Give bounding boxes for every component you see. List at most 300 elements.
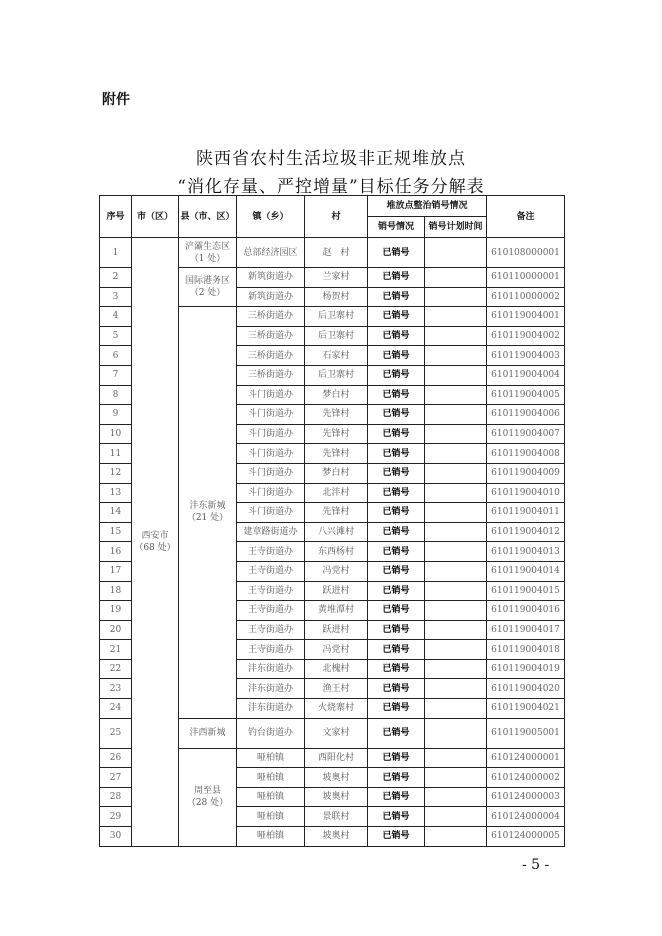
status-cell-text: 已销号 (382, 429, 410, 440)
village-cell (305, 679, 368, 699)
status-cell (368, 444, 425, 464)
seq-cell-text: 20 (109, 624, 122, 635)
town-cell (237, 787, 305, 807)
town-cell-text: 王寺街道办 (247, 585, 293, 596)
town-cell-text: 哑柏镇 (256, 772, 284, 783)
note-cell (487, 620, 565, 640)
seq-cell (100, 307, 132, 327)
note-cell-text: 610124000005 (491, 831, 560, 842)
plan-time-cell (425, 699, 487, 719)
status-cell (368, 346, 425, 366)
seq-cell-text: 7 (112, 370, 119, 381)
seq-cell-text: 23 (109, 683, 122, 694)
note-cell-text: 610124000004 (491, 811, 560, 822)
status-cell-text: 已销号 (382, 624, 410, 635)
county-count: （28 处） (186, 798, 229, 809)
town-cell-text: 三桥街道办 (247, 370, 293, 381)
village-cell-text: 北槐村 (322, 664, 350, 675)
village-cell-text: 跃进村 (322, 585, 350, 596)
town-cell (237, 768, 305, 788)
plan-time-cell (425, 620, 487, 640)
status-cell (368, 561, 425, 581)
seq-cell-text: 3 (112, 291, 119, 302)
town-cell (237, 385, 305, 405)
village-cell-text: 梦白村 (322, 468, 350, 479)
status-cell-text: 已销号 (382, 448, 410, 459)
status-cell-text: 已销号 (382, 409, 410, 420)
village-cell (305, 385, 368, 405)
status-cell-text: 已销号 (382, 664, 410, 675)
seq-cell-text: 29 (109, 811, 122, 822)
town-cell-text: 斗门街道办 (247, 468, 293, 479)
note-cell-text: 610119004013 (491, 546, 560, 557)
status-cell (368, 581, 425, 601)
status-cell (368, 679, 425, 699)
county-cell (179, 238, 237, 268)
town-cell (237, 748, 305, 768)
note-cell (487, 601, 565, 621)
note-cell-text: 610119004018 (491, 644, 560, 655)
village-cell-text: 景联村 (322, 811, 350, 822)
town-cell (237, 807, 305, 827)
village-cell-text: 赵 村 (322, 247, 350, 258)
seq-cell-text: 11 (109, 448, 122, 459)
village-cell (305, 287, 368, 307)
town-cell (237, 444, 305, 464)
status-cell-text: 已销号 (382, 331, 410, 342)
town-cell-text: 斗门街道办 (247, 448, 293, 459)
village-cell-text: 火烧寨村 (317, 703, 354, 714)
note-cell-text: 610119004007 (491, 429, 560, 440)
plan-time-cell (425, 787, 487, 807)
note-cell-text: 610124000003 (491, 792, 560, 803)
village-cell-text: 石家村 (322, 350, 350, 361)
note-cell-text: 610119004017 (491, 624, 560, 635)
town-cell (237, 640, 305, 660)
town-cell-text: 沣东街道办 (247, 683, 293, 694)
note-cell (487, 365, 565, 385)
seq-cell (100, 522, 132, 542)
seq-cell-text: 2 (112, 272, 119, 283)
note-cell-text: 610108000001 (491, 247, 560, 258)
town-cell-text: 斗门街道办 (247, 409, 293, 420)
plan-time-cell (425, 287, 487, 307)
village-cell-text: 东西杨村 (317, 546, 354, 557)
seq-cell (100, 503, 132, 523)
note-cell (487, 699, 565, 719)
town-cell (237, 424, 305, 444)
village-cell (305, 620, 368, 640)
seq-cell-text: 16 (109, 546, 122, 557)
status-cell (368, 807, 425, 827)
header-town: 镇（乡） (237, 196, 305, 238)
seq-cell-text: 14 (109, 507, 122, 518)
seq-cell (100, 659, 132, 679)
village-cell-text: 文家村 (322, 728, 350, 739)
plan-time-cell (425, 307, 487, 327)
city-count: （68 处） (134, 542, 176, 553)
note-cell (487, 483, 565, 503)
note-cell (487, 787, 565, 807)
status-cell-text: 已销号 (382, 683, 410, 694)
status-cell (368, 718, 425, 748)
status-cell (368, 503, 425, 523)
town-cell-text: 斗门街道办 (247, 389, 293, 400)
village-cell-text: 先锋村 (322, 507, 350, 518)
note-cell (487, 581, 565, 601)
status-cell-text: 已销号 (382, 752, 410, 763)
seq-cell (100, 768, 132, 788)
seq-cell (100, 807, 132, 827)
seq-cell (100, 601, 132, 621)
town-cell (237, 542, 305, 562)
status-cell-text: 已销号 (382, 311, 410, 322)
seq-cell-text: 6 (112, 350, 119, 361)
seq-cell (100, 385, 132, 405)
town-cell (237, 307, 305, 327)
status-cell-text: 已销号 (382, 605, 410, 616)
plan-time-cell (425, 679, 487, 699)
status-cell (368, 522, 425, 542)
county-name: 浐灞生态区 (184, 241, 230, 252)
village-cell (305, 365, 368, 385)
status-cell (368, 768, 425, 788)
village-cell (305, 405, 368, 425)
status-cell (368, 601, 425, 621)
note-cell (487, 405, 565, 425)
plan-time-cell (425, 522, 487, 542)
status-cell (368, 640, 425, 660)
status-cell-text: 已销号 (382, 527, 410, 538)
note-cell (487, 268, 565, 288)
seq-cell (100, 424, 132, 444)
town-cell-text: 沣东街道办 (247, 664, 293, 675)
town-cell-text: 哑柏镇 (256, 792, 284, 803)
note-cell-text: 610119005001 (491, 728, 560, 739)
plan-time-cell (425, 659, 487, 679)
seq-cell-text: 15 (109, 527, 122, 538)
village-cell (305, 346, 368, 366)
status-cell-text: 已销号 (382, 370, 410, 381)
header-rectification-group: 堆放点整治销号情况 (368, 196, 487, 217)
note-cell-text: 610119004016 (491, 605, 560, 616)
status-cell (368, 268, 425, 288)
village-cell-text: 后卫寨村 (317, 311, 354, 322)
county-cell (179, 307, 237, 718)
plan-time-cell (425, 748, 487, 768)
seq-cell-text: 4 (112, 311, 119, 322)
status-cell-text: 已销号 (382, 792, 410, 803)
plan-time-cell (425, 463, 487, 483)
town-cell-text: 新筑街道办 (247, 291, 293, 302)
village-cell-text: 跃进村 (322, 624, 350, 635)
note-cell-text: 610119004014 (491, 566, 560, 577)
town-cell-text: 三桥街道办 (247, 331, 293, 342)
county-count: （2 处） (189, 288, 226, 299)
town-cell-text: 沣东街道办 (247, 703, 293, 714)
status-cell (368, 405, 425, 425)
status-cell-text: 已销号 (382, 566, 410, 577)
status-cell-text: 已销号 (382, 507, 410, 518)
plan-time-cell (425, 365, 487, 385)
status-cell-text: 已销号 (382, 272, 410, 283)
seq-cell (100, 287, 132, 307)
status-cell-text: 已销号 (382, 831, 410, 842)
town-cell (237, 503, 305, 523)
status-cell (368, 238, 425, 268)
seq-cell (100, 581, 132, 601)
plan-time-cell (425, 807, 487, 827)
seq-cell (100, 326, 132, 346)
seq-cell-text: 19 (109, 605, 122, 616)
note-cell (487, 659, 565, 679)
status-cell-text: 已销号 (382, 487, 410, 498)
village-cell-text: 坡奥村 (322, 792, 350, 803)
note-cell-text: 610119004012 (491, 527, 560, 538)
village-cell (305, 748, 368, 768)
note-cell-text: 610119004005 (491, 389, 560, 400)
village-cell (305, 827, 368, 847)
note-cell-text: 610119004006 (491, 409, 560, 420)
village-cell-text: 兰家村 (322, 272, 350, 283)
seq-cell (100, 463, 132, 483)
seq-cell-text: 17 (109, 566, 122, 577)
seq-cell (100, 640, 132, 660)
seq-cell-text: 27 (109, 772, 122, 783)
status-cell-text: 已销号 (382, 703, 410, 714)
seq-cell-text: 12 (109, 468, 122, 479)
village-cell (305, 463, 368, 483)
note-cell (487, 307, 565, 327)
town-cell-text: 新筑街道办 (247, 272, 293, 283)
town-cell (237, 827, 305, 847)
village-cell-text: 后卫寨村 (317, 331, 354, 342)
town-cell-text: 王寺街道办 (247, 644, 293, 655)
seq-cell (100, 238, 132, 268)
header-plan-time: 销号计划时间 (425, 217, 487, 238)
note-cell-text: 610119004011 (491, 507, 560, 518)
status-cell-text: 已销号 (382, 585, 410, 596)
village-cell (305, 444, 368, 464)
village-cell-text: 西阳化村 (317, 752, 354, 763)
plan-time-cell (425, 581, 487, 601)
town-cell-text: 斗门街道办 (247, 507, 293, 518)
seq-cell-text: 22 (109, 664, 122, 675)
seq-cell-text: 24 (109, 703, 122, 714)
plan-time-cell (425, 326, 487, 346)
note-cell (487, 463, 565, 483)
village-cell (305, 268, 368, 288)
plan-time-cell (425, 640, 487, 660)
town-cell-text: 王寺街道办 (247, 624, 293, 635)
village-cell (305, 522, 368, 542)
village-cell (305, 718, 368, 748)
note-cell (487, 718, 565, 748)
seq-cell-text: 9 (112, 409, 119, 420)
town-cell-text: 建章路街道办 (243, 527, 298, 538)
town-cell (237, 346, 305, 366)
seq-cell (100, 483, 132, 503)
seq-cell (100, 699, 132, 719)
seq-cell (100, 718, 132, 748)
page-number: - 5 - (522, 857, 550, 873)
status-cell-text: 已销号 (382, 644, 410, 655)
village-cell (305, 659, 368, 679)
village-cell-text: 冯党村 (322, 566, 350, 577)
seq-cell-text: 25 (109, 728, 122, 739)
status-cell-text: 已销号 (382, 546, 410, 557)
seq-cell-text: 21 (109, 644, 122, 655)
county-name: 沣东新城 (189, 501, 226, 512)
seq-cell (100, 268, 132, 288)
note-cell-text: 610119004001 (491, 311, 560, 322)
town-cell (237, 483, 305, 503)
town-cell-text: 哑柏镇 (256, 811, 284, 822)
status-cell (368, 424, 425, 444)
note-cell (487, 640, 565, 660)
seq-cell-text: 28 (109, 792, 122, 803)
plan-time-cell (425, 601, 487, 621)
town-cell-text: 哑柏镇 (256, 752, 284, 763)
header-village: 村 (305, 196, 368, 238)
town-cell-text: 哑柏镇 (256, 831, 284, 842)
village-cell (305, 640, 368, 660)
status-cell (368, 287, 425, 307)
village-cell (305, 326, 368, 346)
county-name: 沣西新城 (189, 728, 226, 739)
note-cell-text: 610119004002 (491, 331, 560, 342)
town-cell (237, 405, 305, 425)
village-cell-text: 渔王村 (322, 683, 350, 694)
plan-time-cell (425, 768, 487, 788)
status-cell (368, 307, 425, 327)
note-cell (487, 522, 565, 542)
note-cell (487, 679, 565, 699)
plan-time-cell (425, 542, 487, 562)
town-cell (237, 679, 305, 699)
note-cell-text: 610124000002 (491, 772, 560, 783)
village-cell-text: 先锋村 (322, 429, 350, 440)
village-cell (305, 561, 368, 581)
village-cell-text: 梦白村 (322, 389, 350, 400)
note-cell-text: 610119004019 (491, 664, 560, 675)
status-cell-text: 已销号 (382, 350, 410, 361)
town-cell-text: 王寺街道办 (247, 605, 293, 616)
village-cell (305, 542, 368, 562)
village-cell (305, 601, 368, 621)
note-cell (487, 385, 565, 405)
town-cell-text: 钓台街道办 (247, 728, 293, 739)
header-status: 销号情况 (368, 217, 425, 238)
header-seq: 序号 (100, 196, 132, 238)
town-cell (237, 699, 305, 719)
note-cell-text: 610119004010 (491, 487, 560, 498)
plan-time-cell (425, 718, 487, 748)
status-cell-text: 已销号 (382, 468, 410, 479)
table-row (100, 238, 565, 268)
document-title-line1: 陕西省农村生活垃圾非正规堆放点 (196, 149, 466, 169)
village-cell (305, 238, 368, 268)
seq-cell (100, 346, 132, 366)
seq-cell (100, 405, 132, 425)
town-cell (237, 620, 305, 640)
town-cell (237, 268, 305, 288)
note-cell (487, 444, 565, 464)
table-body (100, 238, 565, 847)
plan-time-cell (425, 424, 487, 444)
village-cell-text: 坡奥村 (322, 831, 350, 842)
village-cell-text: 先锋村 (322, 409, 350, 420)
status-cell-text: 已销号 (382, 811, 410, 822)
village-cell (305, 424, 368, 444)
town-cell-text: 王寺街道办 (247, 566, 293, 577)
village-cell (305, 483, 368, 503)
village-cell-text: 杨贺村 (322, 291, 350, 302)
note-cell (487, 346, 565, 366)
county-cell (179, 748, 237, 846)
county-cell (179, 718, 237, 748)
seq-cell (100, 748, 132, 768)
county-count: （1 处） (189, 253, 226, 264)
note-cell-text: 610124000001 (491, 752, 560, 763)
plan-time-cell (425, 268, 487, 288)
note-cell (487, 287, 565, 307)
plan-time-cell (425, 238, 487, 268)
note-cell-text: 610119004008 (491, 448, 560, 459)
town-cell (237, 463, 305, 483)
seq-cell-text: 13 (109, 487, 122, 498)
village-cell-text: 北沣村 (322, 487, 350, 498)
note-cell-text: 610119004015 (491, 585, 560, 596)
seq-cell (100, 620, 132, 640)
status-cell-text: 已销号 (382, 247, 410, 258)
city-name: 西安市 (141, 530, 169, 541)
note-cell (487, 827, 565, 847)
plan-time-cell (425, 346, 487, 366)
task-breakdown-table (99, 195, 565, 847)
status-cell (368, 827, 425, 847)
header-county: 县（市、区） (179, 196, 237, 238)
status-cell (368, 483, 425, 503)
town-cell (237, 522, 305, 542)
note-cell (487, 768, 565, 788)
note-cell (487, 542, 565, 562)
seq-cell-text: 10 (109, 429, 122, 440)
town-cell (237, 287, 305, 307)
status-cell (368, 787, 425, 807)
village-cell-text: 八兴滩村 (317, 527, 354, 538)
seq-cell-text: 1 (112, 247, 119, 258)
village-cell (305, 581, 368, 601)
town-cell (237, 561, 305, 581)
status-cell (368, 365, 425, 385)
village-cell (305, 699, 368, 719)
town-cell-text: 斗门街道办 (247, 487, 293, 498)
note-cell-text: 610119004009 (491, 468, 560, 479)
seq-cell-text: 5 (112, 331, 119, 342)
note-cell-text: 610119004004 (491, 370, 560, 381)
note-cell-text: 610110000001 (491, 272, 560, 283)
plan-time-cell (425, 385, 487, 405)
town-cell-text: 三桥街道办 (247, 350, 293, 361)
village-cell (305, 503, 368, 523)
status-cell (368, 463, 425, 483)
village-cell (305, 807, 368, 827)
town-cell (237, 238, 305, 268)
status-cell (368, 659, 425, 679)
town-cell-text: 王寺街道办 (247, 546, 293, 557)
plan-time-cell (425, 827, 487, 847)
